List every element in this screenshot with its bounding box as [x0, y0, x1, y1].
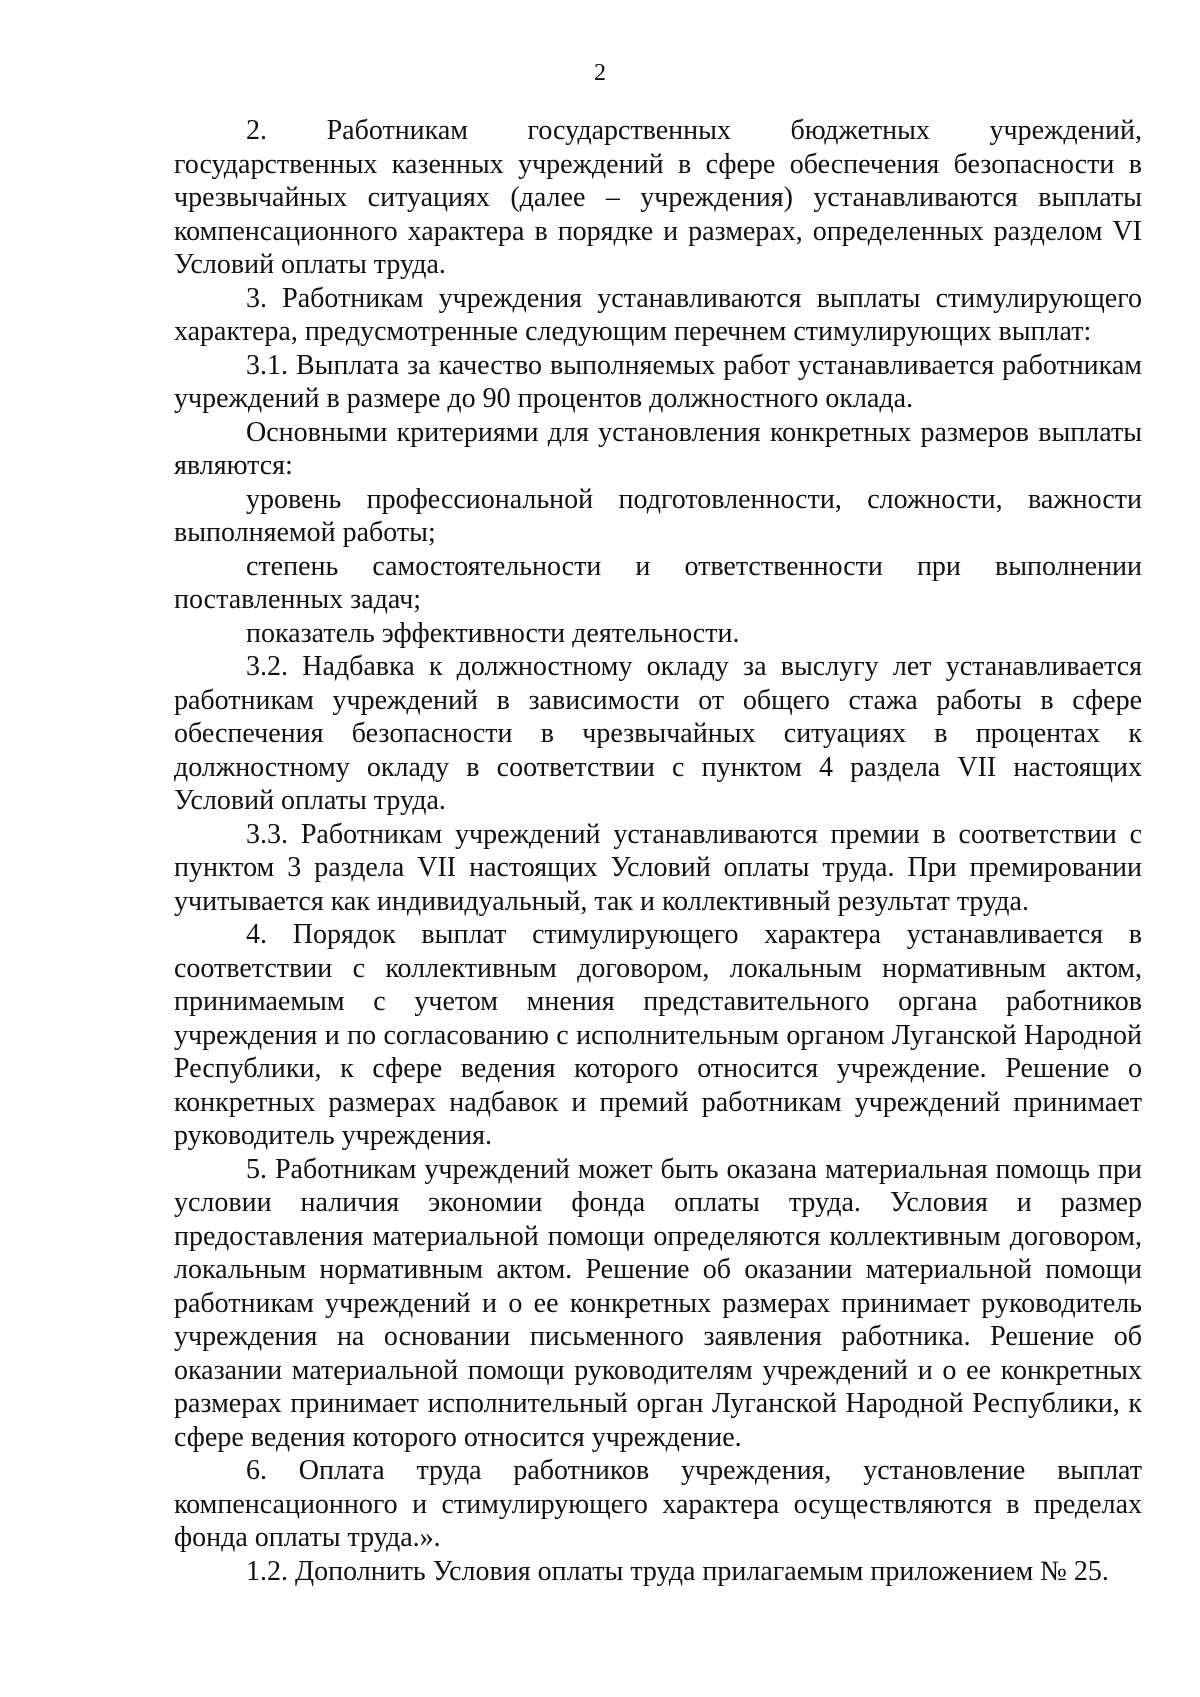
paragraph-3-2: 3.2. Надбавка к должностному окладу за выслугу лет устанавливается работникам учреждений в зависимости от общего стажа работы в сфере обеспечения безопасности в чрезвычайных ситуациях в процентах к должностному окладу в соответствии с пунктом 4 раздела VII настоящих Условий оплаты труда. — [174, 651, 1142, 816]
paragraph-6: 6. Оплата труда работников учреждения, установление выплат компенсационного и стимулирующего характера осуществляются в пределах фонда оплаты труда.». — [174, 1455, 1142, 1553]
criteria-item-2: степень самостоятельности и ответственности при выполнении поставленных задач; — [174, 550, 1142, 615]
paragraph-3-1: 3.1. Выплата за качество выполняемых работ устанавливается работникам учреждений в размере до 90 процентов должностного оклада. — [174, 349, 1142, 414]
paragraph-1-2: 1.2. Дополнить Условия оплаты труда прилагаемым приложением № 25. — [246, 1555, 1109, 1587]
paragraph-2: 2. Работникам государственных бюджетных учреждений, государственных казенных учреждений в сфере обеспечения безопасности в чрезвычайных ситуациях (далее – учреждения) устанавливаются выплаты компенсационного характера в порядке и размерах, определенных разделом VI Условий оплаты труда. — [174, 115, 1142, 280]
paragraph-4: 4. Порядок выплат стимулирующего характера устанавливается в соответствии с коллективным договором, локальным нормативным актом, принимаемым с учетом мнения представительного органа работников учреждения и по согласованию с исполнительным органом Луганской Народной Республики, к сфере ведения которого относится учреждение. Решение о конкретных размерах надбавок и премий работникам учреждений принимает руководитель учреждения. — [174, 919, 1142, 1151]
page-number: 2 — [594, 60, 606, 86]
paragraph-criteria-intro: Основными критериями для установления конкретных размеров выплаты являются: — [174, 416, 1142, 481]
paragraph-5: 5. Работникам учреждений может быть оказана материальная помощь при условии наличия экономии фонда оплаты труда. Условия и размер предоставления материальной помощи определяются коллективным договором, локальным нормативным актом. Решение об оказании материальной помощи работникам учреждений и о ее конкретных размерах принимает руководитель учреждения на основании письменного заявления работника. Решение об оказании материальной помощи руководителям учреждений и о ее конкретных размерах принимает исполнительный орган Луганской Народной Республики, к сфере ведения которого относится учреждение. — [174, 1153, 1142, 1453]
paragraph-3-3: 3.3. Работникам учреждений устанавливаются премии в соответствии с пунктом 3 раздела VII настоящих Условий оплаты труда. При премировании учитывается как индивидуальный, так и коллективный результат труда. — [174, 818, 1142, 917]
paragraph-3: 3. Работникам учреждения устанавливаются выплаты стимулирующего характера, предусмотренные следующим перечнем стимулирующих выплат: — [174, 282, 1142, 347]
criteria-item-3: показатель эффективности деятельности. — [246, 617, 740, 649]
criteria-item-1: уровень профессиональной подготовленности, сложности, важности выполняемой работы; — [174, 483, 1142, 548]
document-body — [174, 114, 1142, 1588]
